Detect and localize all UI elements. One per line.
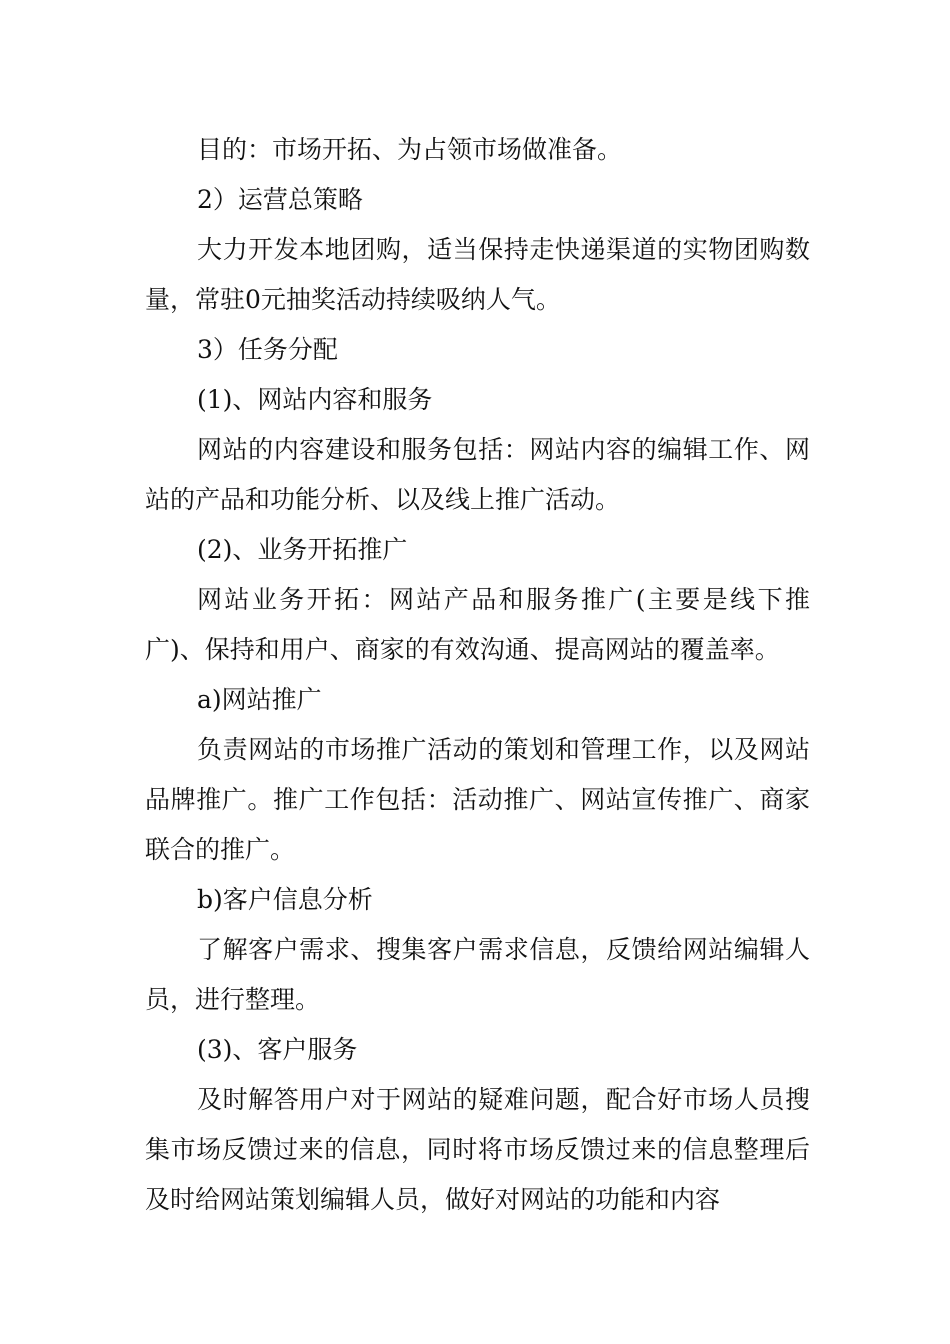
paragraph-customer-analysis: 了解客户需求、搜集客户需求信息，反馈给网站编辑人员，进行整理。 — [145, 935, 810, 1014]
heading-task-assignment: 3）任务分配 — [197, 335, 338, 364]
paragraph-website-promotion: 负责网站的市场推广活动的策划和管理工作，以及网站品牌推广。推广工作包括：活动推广、网站宣传推广、商家联合的推广。 — [145, 735, 810, 864]
paragraph-purpose: 目的：市场开拓、为占领市场做准备。 — [197, 135, 623, 164]
paragraph-strategy: 大力开发本地团购，适当保持走快递渠道的实物团购数量，常驻0元抽奖活动持续吸纳人气。 — [145, 235, 810, 314]
heading-customer-analysis: b)客户信息分析 — [197, 885, 373, 914]
paragraph-content-service: 网站的内容建设和服务包括：网站内容的编辑工作、网站的产品和功能分析、以及线上推广活动。 — [145, 435, 810, 514]
heading-customer-service: (3)、客户服务 — [197, 1035, 358, 1064]
paragraph-customer-service: 及时解答用户对于网站的疑难问题，配合好市场人员搜集市场反馈过来的信息，同时将市场反馈过来的信息整理后及时给网站策划编辑人员，做好对网站的功能和内容 — [145, 1085, 810, 1214]
heading-content-service: (1)、网站内容和服务 — [197, 385, 433, 414]
paragraph-business-expansion: 网站业务开拓：网站产品和服务推广(主要是线下推广)、保持和用户、商家的有效沟通、提高网站的覆盖率。 — [145, 585, 810, 664]
heading-business-expansion: (2)、业务开拓推广 — [197, 535, 408, 564]
heading-operation-strategy: 2）运营总策略 — [197, 185, 363, 214]
document-body — [145, 125, 810, 1225]
heading-website-promotion: a)网站推广 — [197, 685, 322, 714]
